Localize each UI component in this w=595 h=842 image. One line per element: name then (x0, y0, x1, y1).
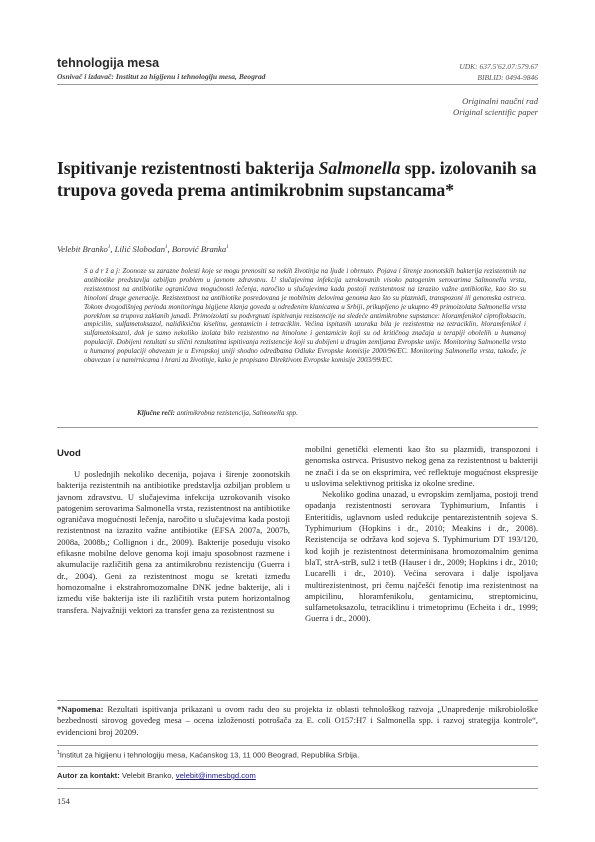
author-name: Borović Branka (171, 244, 227, 254)
paper-type (453, 96, 538, 119)
contact-divider (57, 766, 538, 767)
keywords-text: antimikrobna rezistencija, Salmonella spp. (175, 409, 298, 417)
note-divider (57, 700, 538, 701)
author-affiliation-mark: 1 (107, 245, 111, 251)
paragraph: U poslednjih nekoliko decenija, pojava i širenje zoonotskih bakterija rezistentnih na antibiotike predstavlja ozbiljan problem u javnom zdravstvu. U slučajevima infekcija uzrokovanih visoko patogenim serovarima Salmonella vrsta, rezistentnost na antibiotike ograničava mogućnosti lečenja, naročito u slučajevima kada postoji rezistentnost na izrazito važne antibiotike (EFSA 2007a, 2007b, 2008a, 2008b,; Collignon i dr., 2009). Bakterije poseduju visoko efikasne mobilne delove genoma koji imaju sposobnost razmene i akumulacije različitih gena za antimikrobnu rezistenciju (Guerra i dr., 2004). Geni za rezistentnost mogu se kretati između homozomalne i ekstrahromozomalne DNK jedne bakterije, ali i između više bakterija iste ili različitih vrsta putem horizontalnog transfera. Najvažniji vektori za transfer gena za rezistentnost su (57, 469, 290, 615)
section-heading: Uvod (57, 448, 81, 459)
paper-type-en: Original scientific paper (453, 107, 538, 118)
paragraph: Nekoliko godina unazad, u evropskim zemljama, postoji trend opadanja rezistentnosti serovara Typhimurium, Infantis i Enteritidis, uglavnom usled redukcije pentarezistentnih sojeva S. Typhimurium (Hopkins i dr., 2010; Meakins i dr., 2008). Rezistencija se održava kod sojeva S. Typhimurium DT 193/120, kod kojih je rezistentnost determinisana hromozomalnim genima blaT, strA-strB, sul2 i tetB (Hauser i dr., 2009; Hopkins i dr., 2010; Lucarelli i dr., 2010). Većina serovara i dalje ispoljava multirezistentnost, pri čemu najčešći fenotip ima rezistentnost na ampicilinu, hloramfenikolu, gentamicinu, streptomicinu, sulfametoksazolu, tetraciklinu i trimetoprimu (Echeita i dr., 1999; Guerra i dr., 2000). (305, 489, 538, 624)
author-list (57, 244, 229, 254)
project-note (57, 704, 538, 738)
udk-code: UDK: 637.5'62.07:579.67 (459, 62, 538, 71)
journal-name: tehnologija mesa (57, 56, 160, 70)
author-affiliation-mark: 1 (165, 245, 168, 251)
page-bottom-divider (57, 788, 538, 789)
page-number: 154 (57, 796, 70, 806)
affiliation-mark: 1 (57, 750, 60, 756)
author-separator: , (110, 244, 115, 254)
keywords-label: Ključne reči: (137, 409, 176, 417)
affiliation-text: Institut za higijenu i tehnologiju mesa, Kaćanskog 13, 11 000 Beograd, Republika Srbija. (59, 750, 360, 760)
abstract (84, 267, 526, 365)
biblid-code: BIBLID: 0494-9846 (477, 73, 538, 82)
footnote-divider (57, 745, 538, 746)
contact-author (57, 771, 256, 780)
publisher-line: Osnivač i izdavač: Institut za higijenu i tehnologiju mesa, Beograd (57, 72, 266, 81)
keywords (137, 409, 298, 417)
title-part1: Ispitivanje rezistentnosti bakterija (57, 158, 319, 178)
author-name: Lilić Slobodan (114, 244, 166, 254)
paper-type-sr: Originalni naučni rad (462, 96, 538, 106)
author-name: Velebit Branko (57, 244, 108, 254)
author-separator: , (167, 244, 172, 254)
author-affiliation-mark: 1 (226, 245, 229, 251)
note-label: *Napomena: (57, 704, 104, 714)
left-column (57, 469, 290, 616)
paragraph: mobilni genetički elementi kao što su plazmidi, transpozoni i genomska ostrvca. Prisustvo nekog gena za rezistentnost u bakteriji ne znači i da se on eksprimira, već reflektuje mogućnost ekspresije u uslovima selektivnog pritiska iz okolne sredine. (305, 444, 538, 488)
classification-codes (459, 61, 538, 83)
title-genus: Salmonella (318, 158, 401, 178)
abstract-label: S a d r ž a j: (84, 267, 123, 275)
abstract-text: Zoonoze su zarazne bolesti koje se mogu prenositi sa nekih životinja na ljude i obrnuto. Pojava i širenje zoonotskih bakterija rezistentnih na antibiotike predstavlja ozbiljan problem u javnom zdravstvu. U slučajevima infekcija uzrokovanih visoko patogenim serovarima Salmonella vrsta, rezistentnost na antibiotike ograničava mogućnosti lečenja, naročito u slučajevima kada postoji rezistentnost na izrazito važne antibiotike, kao što su hinoloni druge generacije. Rezistentnost na antibiotike posredovana je mobilnim delovima genoma kao što su plazmidi, transpozoni ili genomska ostrvca. Tokom dvogodišnjeg perioda monitoringa higijene klanja goveda u određenim klanicama u Srbiji, prikupljeno je ukupno 49 primoizolata Salmonella vrsta poreklom sa trupova zaklanih junadi. Primoizolati su podvrgnuti ispitivanju rezistencije na sledeće antimikrobne supstance: hloramfenikol ciprofloksacin, ampicilin, sulfametoksazol, nalidiksičnu kiselinu, gentamicin i tetraciklin. Većina ispitanih uzoraka bila je rezistentna na tetraciklin, hloramfenikol i sulfametoksazol, dok je samo nekoliko izolata bilo rezistentno na hinolone i gentamicin koji su od kritičnog značaja u terapiji obolelih u humanoj populaciji. Dobijeni rezultati su slični rezultatima ispitivanja rezistencije koji su dobijeni u drugim zemljama Evropske unije. Monitoring Salmonella vrsta u humanoj populaciji obavezan je u Evropskoj uniji shodno odredbama Odluke Evropske komisije 2000/96/EC. Monitoring Salmonella vrsta, takođe, je obavezan i u namirnicama i hrani za životinje, kako je propisano Direktivom Evropske komisije 2003/99/EC. (84, 267, 526, 365)
note-text: Rezultati ispitivanja prikazani u ovom radu deo su projekta iz oblasti tehnološkog razvoja „Unapređenje mikrobiološke bezbednosti sirovog goveđeg mesa – ocena izloženosti potrošača za E. coli O157:H7 i Salmonella spp. i razvoj strategija kontrole“, evidencioni broj 20209. (57, 704, 538, 737)
title-part2: spp. izolovanih sa trupova goveda prema antimikrobnim supstancama* (57, 158, 537, 200)
header-divider (57, 84, 538, 85)
contact-name: Velebit Branko, (119, 771, 176, 780)
affiliation (57, 750, 359, 760)
right-column (305, 444, 538, 625)
contact-label: Autor za kontakt: (57, 771, 120, 780)
abstract-divider (57, 427, 538, 428)
article-title (57, 158, 538, 201)
contact-email-link[interactable]: velebit@inmesbgd.com (175, 771, 256, 780)
